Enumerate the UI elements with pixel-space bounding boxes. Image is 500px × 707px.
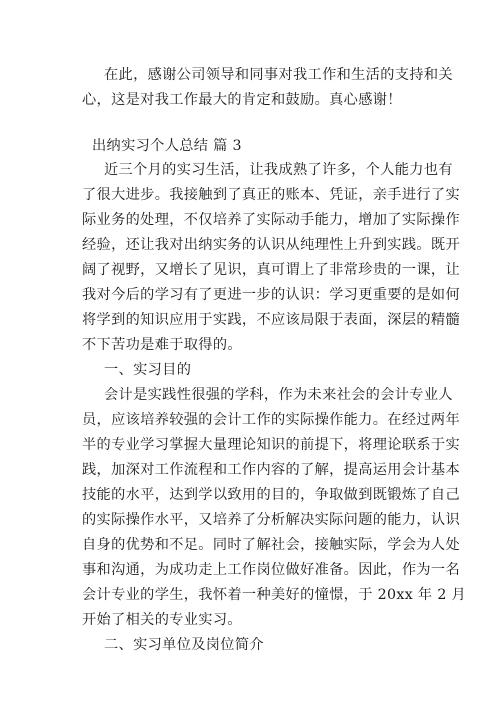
subheading: 一、实习目的 <box>104 362 192 378</box>
paragraph-line: 的实际操作水平，又培养了分析解决实际问题的能力，认识 <box>82 512 460 528</box>
paragraph-line: 我对今后的学习有了更进一步的认识：学习更重要的是如何 <box>82 287 460 303</box>
paragraph-line: 在此，感谢公司领导和同事对我工作和生活的支持和关 <box>104 67 453 83</box>
paragraph-line: 经验，还让我对出纳实务的认识从纯理性上升到实践。既开 <box>82 237 460 253</box>
paragraph-line: 员，应该培养较强的会计工作的实际操作能力。在经过两年 <box>82 412 460 428</box>
paragraph-line: 阔了视野，又增长了见识，真可谓上了非常珍贵的一课，让 <box>82 262 460 278</box>
paragraph-line: 开始了相关的专业实习。 <box>82 612 242 628</box>
paragraph-line: 自身的优势和不足。同时了解社会，接触实际，学会为人处 <box>82 537 460 553</box>
paragraph-line: 了很大进步。我接触到了真正的账本、凭证，亲手进行了实 <box>82 187 460 203</box>
section-title: 出纳实习个人总结 篇 3 <box>92 138 242 154</box>
paragraph-line: 际业务的处理，不仅培养了实际动手能力，增加了实际操作 <box>82 212 460 228</box>
paragraph-line: 事和沟通，为成功走上工作岗位做好准备。因此，作为一名 <box>82 562 460 578</box>
paragraph-line: 会计专业的学生，我怀着一种美好的憧憬，于 20xx 年 2 月 <box>82 587 467 603</box>
paragraph-line: 技能的水平，达到学以致用的目的，争取做到既锻炼了自己 <box>82 487 460 503</box>
paragraph-line: 不下苦功是难于取得的。 <box>82 337 242 353</box>
paragraph-line: 会计是实践性很强的学科，作为未来社会的会计专业人 <box>104 387 453 403</box>
subheading: 二、实习单位及岗位简介 <box>104 637 264 653</box>
paragraph-line: 半的专业学习掌握大量理论知识的前提下，将理论联系于实 <box>82 437 460 453</box>
paragraph-line: 心，这是对我工作最大的肯定和鼓励。真心感谢！ <box>82 92 402 108</box>
paragraph-line: 将学到的知识应用于实践，不应该局限于表面，深层的精髓 <box>82 312 460 328</box>
paragraph-line: 近三个月的实习生活，让我成熟了许多，个人能力也有 <box>104 162 453 178</box>
paragraph-line: 践，加深对工作流程和工作内容的了解，提高运用会计基本 <box>82 462 460 478</box>
